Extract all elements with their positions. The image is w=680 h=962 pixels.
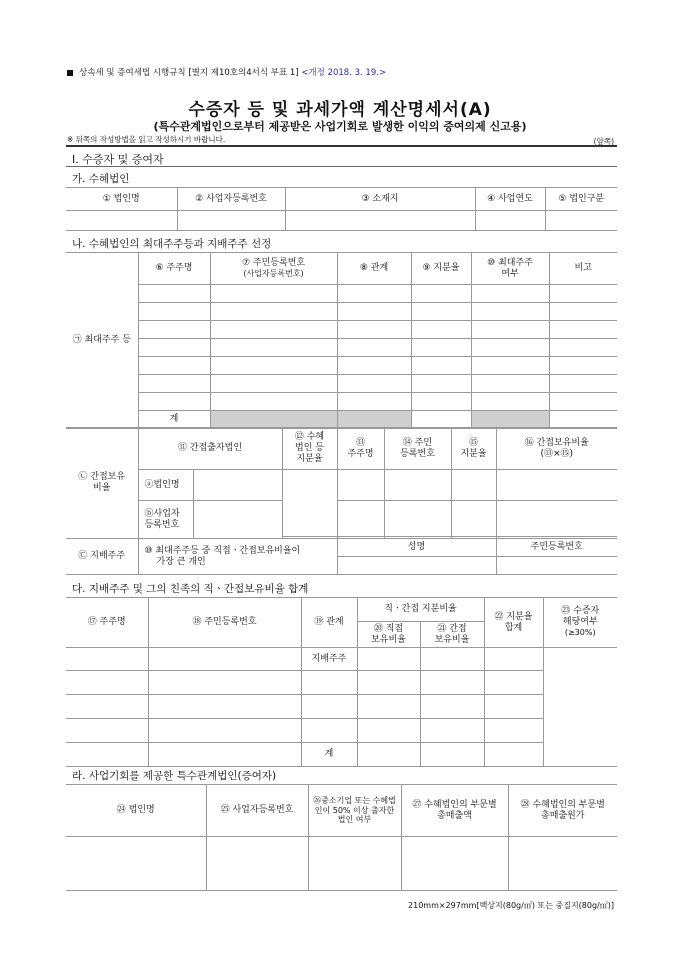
input-cell[interactable] — [308, 837, 401, 891]
input-cell[interactable] — [411, 303, 471, 321]
input-cell[interactable] — [420, 695, 484, 719]
col-resident-no-label: ⑦ 주민등록번호 — [241, 257, 306, 268]
input-cell[interactable] — [549, 375, 617, 393]
input-cell[interactable] — [138, 357, 210, 375]
h15a: ⑮ — [468, 437, 478, 448]
input-cell[interactable] — [148, 719, 301, 743]
col-major-yn — [471, 253, 549, 285]
controlling-shareholder-table — [66, 538, 617, 575]
input-cell[interactable] — [301, 695, 357, 719]
col-corp-share — [282, 428, 337, 470]
indirect-label-1: ㉡ 간접보유 — [78, 472, 126, 483]
input-cell[interactable] — [411, 357, 471, 375]
input-cell[interactable] — [301, 671, 357, 695]
input-cell[interactable] — [471, 303, 549, 321]
input-cell[interactable] — [496, 470, 617, 501]
input-cell[interactable] — [549, 393, 617, 411]
input-cell[interactable] — [193, 501, 282, 539]
ctrl-desc-1: ⑩ 최대주주등 중 직접ㆍ간접보유비율이 — [144, 545, 301, 556]
input-cell[interactable] — [484, 719, 543, 743]
input-cell[interactable] — [66, 648, 148, 671]
b-reg-1: ⓑ사업자 — [144, 508, 180, 519]
input-cell[interactable] — [484, 671, 543, 695]
input-cell[interactable] — [549, 411, 617, 429]
section-ga-title: 가. 수혜법인 — [72, 173, 130, 185]
input-cell[interactable] — [484, 743, 543, 767]
input-cell[interactable] — [148, 648, 301, 671]
b-reg-label — [138, 501, 193, 539]
instruction-note: ※ 뒤쪽의 작성방법을 읽고 작성하시기 바랍니다. — [67, 135, 226, 144]
indirect-holding-table — [66, 427, 617, 539]
input-cell[interactable] — [384, 470, 451, 501]
input-cell[interactable] — [543, 648, 617, 767]
col-ratio-group: 직ㆍ간접 지분비율 — [357, 598, 484, 622]
input-cell[interactable] — [337, 357, 411, 375]
input-cell[interactable] — [337, 285, 411, 303]
input-cell[interactable] — [210, 285, 337, 303]
shaded-cell — [471, 411, 549, 429]
col-biz-no-label: (사업자등록번호) — [243, 268, 304, 278]
input-cell[interactable] — [206, 837, 308, 891]
controlling-desc — [138, 539, 337, 575]
col-resident-no — [210, 253, 337, 285]
col-shareholder-name: ⑥ 주주명 — [138, 253, 210, 285]
input-cell[interactable] — [210, 321, 337, 339]
input-cell[interactable] — [148, 671, 301, 695]
input-cell[interactable] — [508, 837, 617, 891]
h14b: 등록번호 — [400, 448, 435, 459]
input-cell[interactable] — [471, 357, 549, 375]
col-shareholder-name: ⑰ 주주명 — [66, 598, 148, 648]
col-total-cost: ㉘ 수혜법인의 부문별 총매출원가 — [508, 785, 617, 837]
input-cell[interactable] — [210, 357, 337, 375]
paper-spec: 210mm×297mm[백상지(80g/㎡) 또는 중질지(80g/㎡)] — [408, 901, 614, 910]
input-cell[interactable] — [451, 501, 496, 537]
form-ref-text: 상속세 및 증여세법 시행규칙 [별지 제10호의4서식 부표 1] — [79, 68, 299, 78]
input-cell[interactable] — [484, 695, 543, 719]
col-reg-no: ② 사업자등록번호 — [177, 188, 285, 211]
input-cell[interactable] — [411, 375, 471, 393]
input-cell[interactable] — [337, 501, 384, 537]
input-cell[interactable] — [66, 743, 148, 767]
section-na-title: 나. 수혜법인의 최대주주등과 지배주주 선정 — [72, 238, 272, 250]
h12c: 지분율 — [296, 453, 323, 464]
input-cell[interactable] — [384, 501, 451, 537]
controlling-label: ㉢ 지배주주 — [66, 539, 138, 575]
col-major-label-2: 여부 — [501, 268, 519, 279]
input-cell[interactable] — [411, 285, 471, 303]
h16b: (⑬×⑮) — [540, 448, 574, 459]
input-cell[interactable] — [301, 719, 357, 743]
col-corp-name: ㉔ 법인명 — [66, 785, 206, 837]
col-resident-no: 주민등록번호 — [496, 539, 617, 557]
col-holder-name — [337, 428, 384, 470]
input-cell[interactable] — [138, 285, 210, 303]
input-cell[interactable] — [66, 837, 206, 891]
section-1-title: Ⅰ. 수증자 및 증여자 — [72, 153, 164, 166]
input-cell[interactable] — [282, 470, 337, 537]
col-corp-type: ⑤ 법인구분 — [545, 188, 617, 211]
col-recipient-yn — [543, 598, 617, 648]
donor-corp-table — [66, 784, 617, 891]
major-shareholder-label: ㉠ 최대주주 등 — [66, 253, 138, 429]
input-cell[interactable] — [549, 357, 617, 375]
ctrl-desc-2: 가장 큰 개인 — [156, 556, 206, 567]
col-sme-yn: ㉖중소기업 또는 수혜법인이 50% 이상 출자한 법인 여부 — [308, 785, 401, 837]
input-cell[interactable] — [210, 339, 337, 357]
input-cell[interactable] — [471, 321, 549, 339]
shaded-cell — [337, 411, 411, 429]
page-subtitle: (특수관계법인으로부터 제공받은 사업기회로 발생한 이익의 증여의제 신고용) — [153, 120, 527, 133]
h13b: 주주명 — [347, 448, 374, 459]
indirect-label-2: 비율 — [93, 483, 111, 493]
input-cell[interactable] — [210, 393, 337, 411]
input-cell[interactable] — [451, 470, 496, 501]
h21a: ㉑ 간접 — [437, 623, 467, 634]
input-cell[interactable] — [411, 393, 471, 411]
col-total-ratio — [484, 598, 543, 648]
input-cell[interactable] — [177, 211, 285, 231]
input-cell[interactable] — [549, 339, 617, 357]
h23b: 해당여부 — [562, 617, 598, 628]
h16a: ⑯ 간접보유비율 — [524, 437, 589, 448]
input-cell[interactable] — [337, 339, 411, 357]
a-corp-name-label: ⓐ법인명 — [138, 470, 193, 501]
h20a: ⑳ 직접 — [373, 623, 404, 634]
input-cell[interactable] — [420, 648, 484, 671]
input-cell[interactable] — [210, 303, 337, 321]
shaded-cell — [210, 411, 337, 429]
h21b: 보유비율 — [434, 634, 470, 645]
input-cell[interactable] — [138, 303, 210, 321]
input-cell[interactable] — [484, 648, 543, 671]
col-name: 성명 — [337, 539, 496, 557]
input-cell[interactable] — [401, 837, 508, 891]
input-cell[interactable] — [471, 339, 549, 357]
input-cell[interactable] — [66, 719, 148, 743]
input-cell[interactable] — [337, 303, 411, 321]
col-total-sales: ㉗ 수혜법인의 부문별 총매출액 — [401, 785, 508, 837]
relatives-ratio-table — [66, 597, 617, 767]
col-share-ratio: ⑨ 지분율 — [411, 253, 471, 285]
col-indirect-corp: ⑪ 간접출자법인 — [138, 428, 282, 470]
input-cell[interactable] — [471, 393, 549, 411]
input-cell[interactable] — [411, 321, 471, 339]
input-cell[interactable] — [66, 211, 177, 231]
col-remark: 비고 — [549, 253, 617, 285]
col-major-label: ⑩ 최대주주 — [487, 257, 533, 268]
input-cell[interactable] — [193, 470, 282, 501]
input-cell[interactable] — [148, 695, 301, 719]
form-reference — [67, 66, 386, 78]
col-direct — [357, 622, 420, 648]
indirect-holding-label — [66, 428, 138, 539]
col-relation: ⑲ 관계 — [301, 598, 357, 648]
col-fiscal-year: ④ 사업연도 — [475, 188, 545, 211]
input-cell[interactable] — [549, 321, 617, 339]
input-cell[interactable] — [471, 375, 549, 393]
input-cell[interactable] — [285, 211, 475, 231]
h13a: ⑬ — [355, 437, 365, 448]
h14a: ⑭ 주민 — [402, 437, 433, 448]
input-cell[interactable] — [337, 393, 411, 411]
input-cell[interactable] — [496, 557, 617, 575]
input-cell[interactable] — [138, 339, 210, 357]
input-cell[interactable] — [66, 671, 148, 695]
ctrl-shareholder-cell: 지배주주 — [301, 648, 357, 671]
input-cell[interactable] — [420, 743, 484, 767]
input-cell[interactable] — [337, 470, 384, 501]
input-cell[interactable] — [357, 648, 420, 671]
col-relation: ⑧ 관계 — [337, 253, 411, 285]
section-da-title: 다. 지배주주 및 그의 친족의 직ㆍ간접보유비율 합계 — [72, 583, 309, 595]
h23c: (≥30%) — [564, 627, 596, 637]
h23a: ㉓ 수증자 — [561, 606, 600, 617]
input-cell[interactable] — [210, 375, 337, 393]
h22b: 합계 — [504, 622, 523, 633]
h22a: ㉒ 지분율 — [494, 611, 533, 622]
top-rule — [66, 145, 617, 147]
col-reg-no: ㉕ 사업자등록번호 — [206, 785, 308, 837]
col-holder-reg — [384, 428, 451, 470]
b-reg-2: 등록번호 — [144, 519, 180, 530]
input-cell[interactable] — [357, 719, 420, 743]
h12b: 법인 등 — [295, 443, 324, 454]
input-cell[interactable] — [475, 211, 545, 231]
input-cell[interactable] — [357, 743, 420, 767]
revision-date: <개정 2018. 3. 19.> — [301, 68, 387, 78]
input-cell[interactable] — [549, 303, 617, 321]
h12a: ⑫ 수혜 — [294, 432, 325, 443]
total-share-cell[interactable] — [411, 411, 471, 429]
input-cell[interactable] — [337, 375, 411, 393]
col-resident-no: ⑱ 주민등록번호 — [148, 598, 301, 648]
col-corp-name: ① 법인명 — [66, 188, 177, 211]
h20b: 보유비율 — [371, 634, 406, 645]
page-title: 수증자 등 및 과세가액 계산명세서(A) — [188, 100, 492, 120]
input-cell[interactable] — [420, 671, 484, 695]
input-cell[interactable] — [148, 743, 301, 767]
total-label: 계 — [301, 743, 357, 767]
beneficiary-corp-table — [66, 187, 617, 231]
input-cell[interactable] — [138, 393, 210, 411]
input-cell[interactable] — [337, 321, 411, 339]
input-cell[interactable] — [357, 671, 420, 695]
input-cell[interactable] — [545, 211, 617, 231]
section-ra-title: 라. 사업기회를 제공한 특수관계법인(증여자) — [72, 770, 277, 782]
rule — [66, 166, 617, 167]
input-cell[interactable] — [411, 339, 471, 357]
col-holder-share — [451, 428, 496, 470]
input-cell[interactable] — [337, 557, 496, 575]
square-bullet-icon — [67, 70, 73, 76]
input-cell[interactable] — [138, 321, 210, 339]
input-cell[interactable] — [471, 285, 549, 303]
input-cell[interactable] — [496, 501, 617, 537]
input-cell[interactable] — [357, 695, 420, 719]
h15b: 지분율 — [460, 448, 487, 459]
total-label: 계 — [138, 411, 210, 429]
input-cell[interactable] — [66, 695, 148, 719]
col-indirect — [420, 622, 484, 648]
col-indirect-ratio — [496, 428, 617, 470]
page-side-label: (앞쪽) — [593, 137, 614, 146]
input-cell[interactable] — [549, 285, 617, 303]
major-shareholder-table — [66, 252, 617, 429]
input-cell[interactable] — [138, 375, 210, 393]
col-address: ③ 소재지 — [285, 188, 475, 211]
input-cell[interactable] — [420, 719, 484, 743]
